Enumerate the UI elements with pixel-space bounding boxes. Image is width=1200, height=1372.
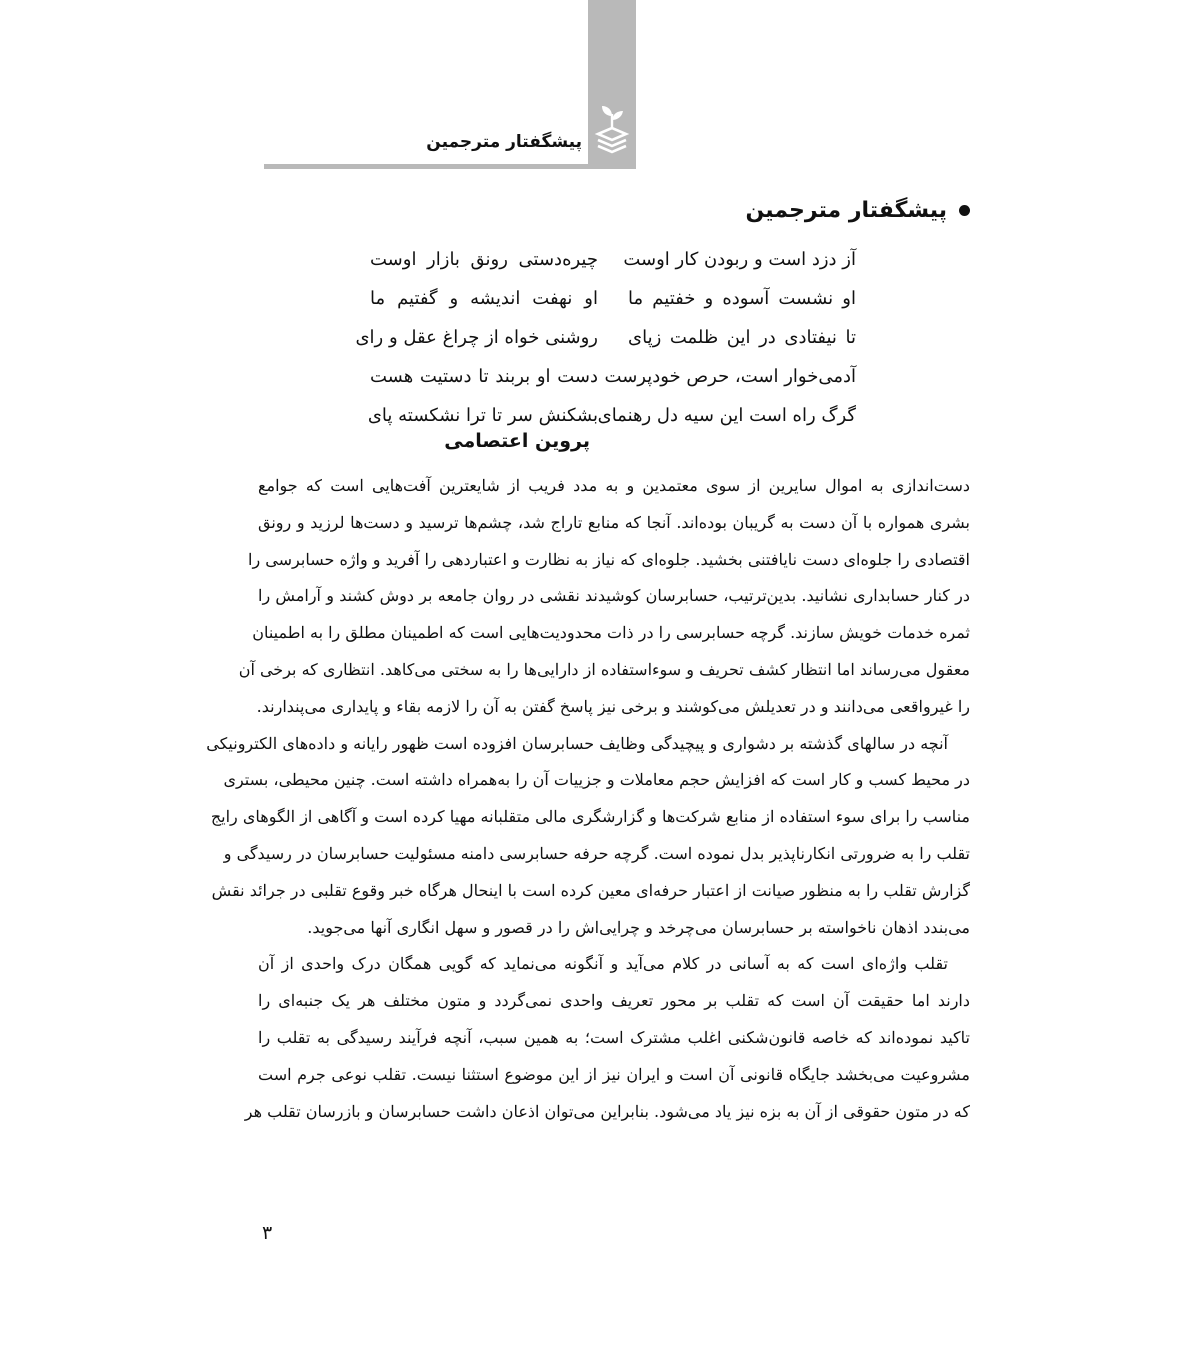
text-line: می‌بندد اذهان ناخواسته بر حسابرسان می‌چرخد و چرایی‌اش را در قصور و سهل انگاری آنها می‌جوید.	[307, 917, 970, 937]
paragraph-3	[244, 946, 970, 1130]
poem-hemistich-right: تا نیفتادی در این ظلمت زپای	[628, 327, 856, 348]
poem-hemistich-right: گرگ راه است این سیه دل رهنمای	[597, 405, 856, 426]
poem-hemistich-left: چیره‌دستی رونق بازار اوست	[370, 249, 598, 270]
poem-hemistich-left: دست او بربند تا دستیت هست	[370, 366, 598, 387]
text-line: مشروعیت می‌بخشد جایگاه قانونی آن است و ایران نیز از این موضوع استثنا نیست. تقلب نوعی جرم است	[258, 1064, 970, 1084]
text-line: بشری همواره با آن دست به گریبان بوده‌اند. آنجا که منابع تاراج شد، چشم‌ها ترسید و دست‌ها لرزید و رونق	[258, 512, 970, 532]
text-line: را غیرواقعی می‌دانند و در تعدیلش می‌کوشند و برخی نیز پاسخ گفتن به آن را لازمه بقاء و پایداری می‌پندارند.	[256, 696, 970, 716]
poem-verse	[370, 279, 856, 318]
text-line: دارند اما حقیقت آن است که تقلب بر محور تعریف واحدی نمی‌گردد و متون مختلف هر یک جنبه‌ای را	[258, 991, 970, 1011]
text-line: در محیط کسب و کار است که افزایش حجم معاملات و جزییات آن را به‌همراه داشته است. چنین محیطی، بستری	[223, 770, 970, 790]
poem-hemistich-right: او نشست آسوده و خفتیم ما	[628, 288, 856, 309]
poem-verse	[355, 318, 856, 357]
poem-author: پروین اعتصامی	[444, 430, 590, 452]
running-header-title: پیشگفتار مترجمین	[426, 132, 582, 152]
text-line: که در متون حقوقی از آن به بزه نیز یاد می‌شود. بنابراین می‌توان اذعان داشت حسابرسان و بازرسان تقلب هر	[244, 1101, 970, 1121]
text-line: در کنار حسابداری نشانید. بدین‌ترتیب، حسابرسان کوشیدند نقشی در روان جامعه بر دوش کشند و آرامش را	[258, 586, 970, 606]
poem-verse	[370, 357, 856, 396]
bullet-icon	[959, 205, 970, 216]
text-line: ثمره خدمات خویش سازند. گرچه حسابرسی را در ذات محدودیت‌هایی است که اطمینان مطلق را به اطمینان	[252, 623, 970, 643]
paragraph-2	[206, 726, 970, 947]
poem-hemistich-right: آز دزد است و ربودن کار اوست	[623, 249, 856, 270]
poem-hemistich-left: روشنی خواه از چراغ عقل و رای	[355, 327, 598, 348]
text-line: تاکید نموده‌اند که خاصه قانون‌شکنی اغلب مشترک است؛ به همین سبب، آنچه فرآیند رسیدگی به تقلب را	[258, 1027, 970, 1047]
text-line: تقلب واژه‌ای است که به آسانی در کلام می‌آید و آنگونه می‌نماید که گویی همگان درک واحدی از آن	[258, 954, 948, 974]
text-line: اقتصادی را جلوه‌ای دست نایافتنی بخشید. جلوه‌ای که نیاز به نظارت و اعتباردهی را آفرید و واژه حسابرسی را	[248, 549, 970, 569]
text-line: معقول می‌رساند اما انتظار کشف تحریف و سوء‌استفاده از دارایی‌ها را به سختی می‌کاهد. انتظاری که برخی آن	[238, 659, 970, 679]
text-line: تقلب را به ضرورتی انکارناپذیر بدل نموده است. گرچه حرفه حسابرسی دامنه مسئولیت حسابرسان در رسیدگی و	[223, 843, 970, 863]
book-sprout-icon	[594, 102, 630, 158]
poem-verse	[370, 240, 856, 279]
poem-verse	[367, 396, 856, 435]
running-header-rule	[264, 164, 636, 169]
poem	[355, 240, 856, 435]
poem-hemistich-left: بشکنش سر تا ترا نشکسته پای	[367, 405, 598, 426]
paragraph-1	[238, 468, 970, 726]
text-line: گزارش تقلب را به منظور صیانت از اعتبار حرفه‌ای معین کرده است با اینحال هرگاه خبر وقوع تقلبی در جرائد نقش	[211, 880, 970, 900]
poem-hemistich-right: آدمی‌خوار است، حرص خودپرست	[604, 366, 856, 387]
page-number: ۳	[262, 1222, 273, 1244]
section-heading-text: پیشگفتار مترجمین	[745, 198, 947, 223]
text-line: دست‌اندازی به اموال سایرین از سوی معتمدین و به مدد فریب از شایعترین آفت‌هایی است که جوامع	[258, 476, 970, 495]
text-line: آنچه در سالهای گذشته بر دشواری و پیچیدگی وظایف حسابرسان افزوده است ظهور رایانه و داده‌های الکترونیکی	[206, 733, 948, 753]
section-heading	[746, 198, 971, 223]
text-line: مناسب را برای سوء استفاده از منابع شرکت‌ها و گزارشگری مالی متقلبانه مهیا کرده است و آگاهی از الگوهای رایج	[210, 807, 970, 827]
body-text	[206, 468, 970, 1130]
poem-hemistich-left: او نهفت اندیشه و گفتیم ما	[370, 288, 598, 309]
